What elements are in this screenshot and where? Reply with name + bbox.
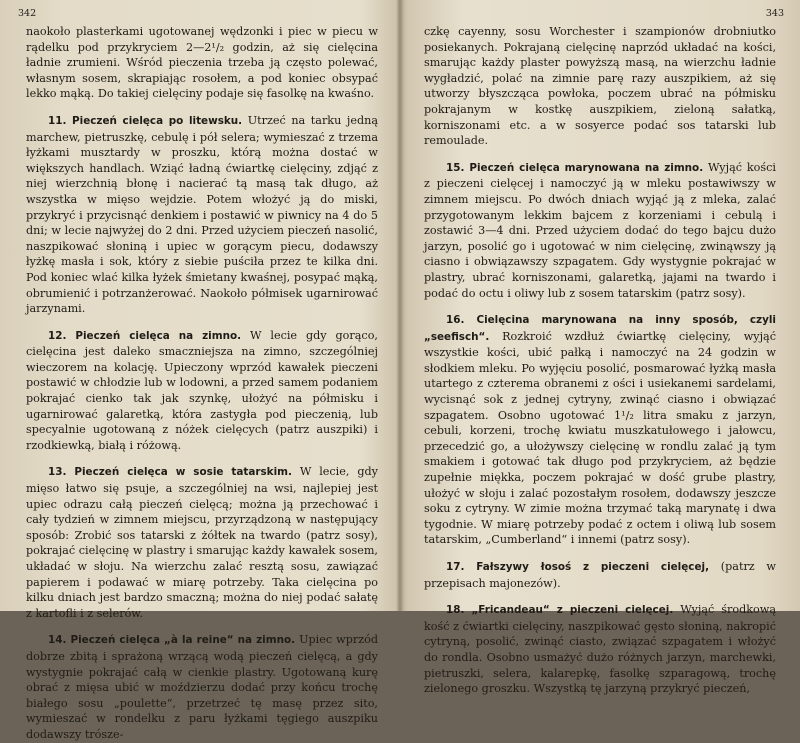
recipe-title: 14. Pieczeń cielęca „à la reine“ na zimno.	[48, 634, 296, 647]
recipe-title: 15. Pieczeń cielęca marynowana na zimno.	[446, 161, 704, 174]
page-number: 343	[765, 8, 784, 19]
recipe-11	[26, 113, 378, 317]
recipe-15	[424, 160, 776, 301]
page-number: 342	[18, 8, 37, 19]
recipe-text: Wyjąć kości z pieczeni cielęcej i namoczyć ją w mleku postawiwszy w zimnem miejscu. Po dwóch dniach wyjąć ją z mleka, zalać przygotowanym lekkim bajcem z korzeniami i cebulą i zostawić 3—4 dni. Przed użyciem dodać do tego bajcu dużo jarzyn, posolić go i ugotować w nim cielęcinę, zwinąwszy ją ciasno i obwiązawszy szpagatem. Gdy wystygnie pokrajać w plastry, ubrać korniszonami, galaretką, jajami na twardo i podać do octu i oliwy lub z sosem tatarskim (patrz sosy).	[424, 160, 776, 300]
recipe-text: W lecie gdy gorąco, cielęcina jest daleko smaczniejsza na zimno, szczególniej wieczorem na kolację. Upieczony wprzód kawałek pieczeni postawić w chłodzie lub w lodowni, a przed samem podaniem pokrajać cienko tak jak szynkę, ułożyć na półmisku i ugarnirować galaretką, która zastygła pod pieczenią, lub specyalnie ugotowaną z nóżek cielęcych (patrz auszpiki) i rzodkiewką, białą i różową.	[26, 328, 378, 452]
recipe-title: 16. Cielęcina marynowana na inny sposób, czyli „seefisch“.	[424, 314, 776, 343]
recipe-13	[26, 464, 378, 621]
recipe-title: 13. Pieczeń cielęca w sosie tatarskim.	[48, 466, 292, 479]
recipe-text: Upiec wprzód dobrze zbitą i sprażoną wrzącą wodą pieczeń cielęcą, a gdy wystygnie pokrajać całą w cienkie plastry. Ugotowaną kurę obrać z mięsa ubić w moździerzu dodać przy końcu trochę białego sosu „poulette“, przetrzeć tę masę przez sito, wymieszać w rondelku z paru łyżkami tęgiego auszpiku dodawszy trósze-	[26, 633, 379, 741]
recipe-title: 18. „Fricandeau“ z pieczeni cielęcej.	[446, 604, 674, 617]
recipe-14	[26, 632, 378, 742]
recipe-17	[424, 559, 776, 591]
recipe-16	[424, 312, 776, 548]
recipe-continuation: czkę cayenny, sosu Worchester i szampionów drobniutko posiekanych. Pokrajaną cielęcinę naprzód układać na kości, smarując każdy plaster powyższą masą, na wierzchu ładnie wygładzić, polać na zimnie parę razy auszpikiem, aż się utworzy błyszcząca powłoka, poczem ubrać na półmisku pokrajanym w kostkę auszpikiem, zieloną sałatką, korniszonami etc. a w sosyerce podać sos tatarski lub remoulade.	[424, 25, 776, 148]
recipe-text: (patrz w przepisach majonezów).	[424, 560, 776, 590]
recipe-text: Utrzeć na tarku jedną marchew, pietruszkę, cebulę i pół selera; wymieszać z trzema łyżkami musztardy w proszku, którą można dostać w większych handlach. Wziąć ładną ćwiartkę cielęciny, zdjąć z niej wierzchnią błonę i nacierać tą masą tak długo, aż wszystka w mięso wejdzie. Potem włożyć ją do miski, przykryć i przycisnąć denkiem i postawić w piwnicy na 4 do 5 dni; w lecie najwyżej do 2 dni. Przed użyciem pieczeń nasolić, naszpikować słoniną i upiec w gorącym piecu, dodawszy łyżkę masła i sok, który z siebie puściła przez te kilka dni. Pod koniec wlać kilka łyżek śmietany kwaśnej, posypać mąką, obrumienić i potrzanżerować. Naokoło półmisek ugarnirować jarzynami.	[26, 113, 378, 316]
recipe-text: W lecie, gdy mięso łatwo się psuje, a szczególniej na wsi, najlepiej jest upiec odrazu całą pieczeń cielęcą; można ją przechować i cały tydzień w zimnem miejscu, przyrządzoną w następujący sposób: Zrobić sos tatarski z żółtek na twardo (patrz sosy), pokrajać cielęcinę w plastry i smarując każdy kawałek sosem, układać w słoju. Na wierzchu zalać resztą sosu, zawiązać papierem i podawać w miarę potrzeby. Taka cielęcina po kilku dniach jest bardzo smaczną; można do niej podać sałatę z kartofli i z selerów.	[26, 465, 378, 620]
recipe-text: Wyjąć środkową kość z ćwiartki cielęciny, naszpikować gęsto słoniną, nakropić cytryną, posolić, zwinąć ciasto, związać szpagatem i włożyć do rondla. Osobno usmażyć dużo różnych jarzyn, marchewki, pietruszki, selera, kalarepkę, fasolkę szparagową, trochę zielonego groszku. Wszystką tę jarzyną przykryć pieczeń,	[424, 603, 776, 696]
recipe-title: 11. Pieczeń cielęca po litewsku.	[48, 114, 243, 127]
recipe-18	[424, 602, 776, 697]
recipe-continuation: naokoło plasterkami ugotowanej wędzonki i piec w piecu w rądelku pod przykryciem 2—2¹/₂ godzin, aż się cielęcina ładnie zrumieni. Wśród pieczenia trzeba ją często polewać, własnym sosem, skrapiając rosołem, a pod koniec obsypać lekko mąką. Do takiej cielęciny podaje się fasolkę na kwaśno.	[26, 25, 378, 101]
right-page	[424, 8, 784, 696]
recipe-12	[26, 328, 378, 454]
recipe-text: Rozkroić wzdłuż ćwiartkę cielęciny, wyjąć wszystkie kości, ubić pałką i namoczyć na 24 godzin w słodkiem mleku. Po wyjęciu posolić, posmarować łyżką masła utartego z czterema obranemi z ości i usiekanemi sardelami, wycisnąć sok z jednej cytryny, zwinąć ciasno i obwiązać szpagatem. Osobno ugotować 1¹/₂ litra smaku z jarzyn, cebuli, korzeni, trochę kwiatu muszkatułowego i jałowcu, przecedzić go, a ułożywszy cielęcinę w rondlu zalać ją tym smakiem i gotować tak długo pod przykryciem, aż będzie zupełnie miękka, poczem pokrajać w dość grube plastry, ułożyć w słoju i zalać pozostałym rosołem, dodawszy jeszcze soku z cytryny. W zimie można trzymać taką marynatę i dwa tygodnie. W miarę potrzeby podać z octem i oliwą lub sosem tatarskim, „Cumberland“ i innemi (patrz sosy).	[424, 329, 776, 547]
book-spine	[396, 0, 404, 611]
recipe-title: 17. Fałszywy łosoś z pieczeni cielęcej,	[446, 561, 710, 573]
left-page	[18, 8, 379, 741]
recipe-title: 12. Pieczeń cielęca na zimno.	[48, 329, 242, 342]
